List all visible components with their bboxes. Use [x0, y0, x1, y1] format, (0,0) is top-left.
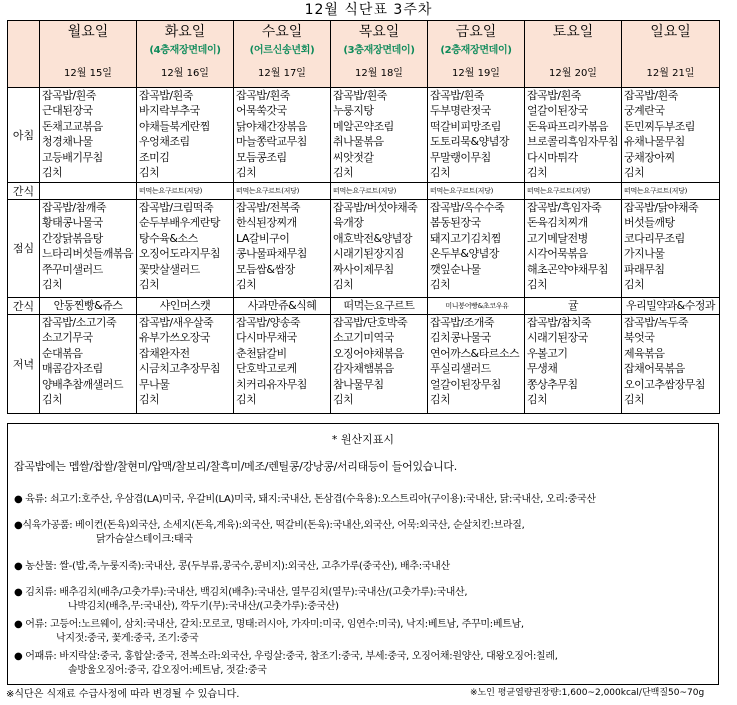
menu-cell-dinner [137, 314, 234, 413]
menu-item: 참나물무침 [333, 377, 384, 391]
row-label-breakfast: 아침 [8, 87, 40, 182]
snack-afternoon: 귤 [525, 297, 622, 314]
menu-item: 김치 [236, 393, 257, 406]
corner-cell [8, 21, 40, 88]
menu-item: 김치 [333, 393, 354, 406]
menu-item: 연어까스&타르소스 [430, 346, 520, 360]
origin-agri: ● 농산물: 쌀-(밥,죽,누룽지죽):국내산, 콩(두부류,콩국수,콩비지):외국산, 고추가루(중국산), 배추:국내산 [14, 561, 450, 572]
origin-kimchi-1: ● 김치류: 배추김치(배추/고춧가루):국내산, 백김치(배추):국내산, 열무김치(열무):국내산/(고춧가루):국내산, [14, 587, 468, 598]
origin-kimchi-2: 나박김치(배추,무:국내산), 깍두기(무):국내산/(고춧가루):중국산) [68, 601, 339, 612]
menu-item: 잡곡밥/단호박죽 [333, 315, 408, 329]
menu-item: 황태콩나물국 [42, 216, 103, 229]
day-date: 12월 17일 [234, 63, 331, 87]
menu-cell-dinner [428, 314, 525, 413]
menu-item: 취나물볶음 [333, 135, 384, 148]
day-name: 수요일 [234, 21, 331, 44]
menu-item: 다시마튀각 [527, 150, 578, 164]
origin-fish-1: ● 어류: 고등어:노르웨이, 삼치:국내산, 갈치:모로코, 명태:러시아, 가자미:미국, 임연수:미국), 낙지:베트남, 주꾸미:베트남, [14, 619, 524, 630]
menu-item: 시금치고추장무침 [139, 362, 221, 375]
menu-item: 잡채어묵볶음 [624, 362, 685, 375]
menu-item: 우엉채조림 [139, 135, 190, 148]
day-name: 월요일 [40, 21, 137, 44]
menu-item: 김치 [624, 393, 645, 406]
day-date: 12월 15일 [40, 63, 137, 87]
menu-item: 유부가쓰오장국 [139, 331, 210, 344]
snack-afternoon: 샤인머스캣 [137, 297, 234, 314]
menu-cell-dinner [331, 314, 428, 413]
origin-processed-1: ●식육가공품: 베이컨(돈육)외국산, 소세지(돈육,계육):외국산, 떡갈비(돈육):국내산,외국산, 어묵:외국산, 순살치킨:브라질, [14, 520, 525, 531]
menu-item: 야채들북게란찜 [139, 119, 210, 133]
menu-item: 김치 [42, 393, 63, 406]
menu-item: 얼갈이된장무침 [430, 377, 501, 391]
menu-cell-breakfast [137, 87, 234, 182]
snack-afternoon: 미니붕어빵&초코우유 [428, 297, 525, 314]
row-label-dinner: 저녁 [8, 314, 40, 413]
origin-grain: 잡곡밥에는 멥쌀/찹쌀/찰현미/압맥/찰보리/찰흑미/메조/렌틸콩/강낭콩/서리태등이 들어있습니다. [14, 460, 457, 473]
menu-item: 김치 [527, 393, 548, 406]
menu-item: 양배추참깨샐러드 [42, 377, 124, 391]
menu-item: 춘천닭갈비 [236, 346, 287, 360]
menu-cell-lunch [428, 199, 525, 297]
menu-item: 김치 [430, 278, 451, 291]
menu-cell-breakfast [428, 87, 525, 182]
menu-cell-lunch [40, 199, 137, 297]
menu-item: 잡곡밥/흰죽 [236, 88, 290, 102]
menu-item: 돈육파프리카볶음 [527, 119, 609, 133]
menu-item: 짜사이제무침 [333, 262, 394, 276]
menu-item: 애호박전&양념장 [333, 231, 412, 245]
origin-seafood-1: ● 어패류: 바지락살:중국, 홍합살:중국, 전복소라:외국산, 우렁살:중국, 참조기:중국, 부세:중국, 오징어채:원양산, 대왕오징어:칠레, [14, 651, 558, 662]
menu-item: 육개장 [333, 216, 364, 229]
menu-item: 돈채고교볶음 [42, 119, 103, 133]
menu-cell-breakfast [40, 87, 137, 182]
menu-item: 얼갈이된장국 [527, 104, 588, 117]
menu-item: 소고기미역국 [333, 331, 394, 344]
menu-item: 콩나물파채무침 [236, 247, 307, 260]
menu-item: 버섯들깨탕 [624, 216, 675, 229]
menu-item: 고등배기무침 [42, 150, 103, 164]
menu-item: 돈육김치찌개 [527, 216, 588, 229]
menu-item: 김치 [42, 278, 63, 291]
menu-cell-dinner [234, 314, 331, 413]
menu-cell-dinner [525, 314, 622, 413]
footer-note: ※식단은 식재료 수급사정에 따라 변경될 수 있습니다. [6, 689, 240, 700]
menu-item: 잡곡밥/크림떡죽 [139, 200, 214, 214]
day-event [622, 43, 720, 63]
menu-item: 잡곡밥/소고기죽 [42, 315, 117, 329]
menu-item: 돈민찌두부조림 [624, 119, 695, 133]
menu-item: 두부명란젓국 [430, 104, 491, 117]
menu-item: 느타리버섯들깨볶음 [42, 247, 134, 260]
menu-item: 잡곡밥/녹두죽 [624, 315, 688, 329]
menu-item: 순두부배우게란탕 [139, 216, 221, 229]
menu-item: 잡곡밥/참깨죽 [42, 200, 106, 214]
menu-item: 메알곤약조림 [333, 119, 394, 133]
footer-nutrition: ※노인 평균열량권장량:1,600~2,000kcal/단백질50~70g [470, 688, 705, 698]
menu-item: 잡곡밥/참치죽 [527, 315, 591, 329]
snack-morning: 떠먹는요구르트(저당) [137, 182, 234, 199]
menu-item: 잡곡밥/전복죽 [236, 200, 300, 214]
menu-item: 순대볶음 [42, 346, 83, 360]
day-event: (2층재장면데이) [428, 43, 525, 63]
page-title: 12월 식단표 3주차 [304, 2, 433, 18]
menu-cell-lunch [331, 199, 428, 297]
origin-title: * 원산지표시 [331, 433, 395, 446]
day-event: (어르신송년회) [234, 43, 331, 63]
menu-item: 잡곡밥/흰죽 [42, 88, 96, 102]
menu-item: 닭야채간장볶음 [236, 119, 307, 133]
snack-morning: 떠먹는요구르트(저당) [525, 182, 622, 199]
menu-cell-breakfast [234, 87, 331, 182]
menu-item: 김치콩나물국 [430, 331, 491, 344]
menu-cell-lunch [622, 199, 720, 297]
menu-item: 가지나물 [624, 247, 665, 260]
day-date: 12월 19일 [428, 63, 525, 87]
snack-morning: 떠먹는요구르트(저당) [428, 182, 525, 199]
menu-cell-breakfast [622, 87, 720, 182]
menu-item: 돼지고기김치찜 [430, 231, 501, 245]
menu-item: 잡곡밥/흰죽 [333, 88, 387, 102]
menu-item: 잡곡밥/새우살죽 [139, 315, 214, 329]
menu-item: 마늘쫑락교무침 [236, 135, 307, 148]
menu-item: 다시마무채국 [236, 331, 297, 344]
snack-morning: 떠먹는요구르트(저당) [234, 182, 331, 199]
menu-item: 감자채햄볶음 [333, 362, 394, 375]
snack-afternoon: 우리밀약과&수정과 [622, 297, 720, 314]
menu-item: 김치 [236, 166, 257, 179]
menu-item: 잡곡밥/흰죽 [139, 88, 193, 102]
menu-item: 김치 [139, 393, 160, 406]
row-label-snack1: 간식 [8, 182, 40, 199]
snack-afternoon: 떠먹는요구르트 [331, 297, 428, 314]
menu-cell-dinner [40, 314, 137, 413]
menu-item: 오징어야채볶음 [333, 346, 404, 360]
day-event: (4층재장면데이) [137, 43, 234, 63]
menu-item: 김치 [236, 278, 257, 291]
menu-item: 김치 [624, 166, 645, 179]
menu-cell-lunch [525, 199, 622, 297]
menu-item: 도토리묵&양념장 [430, 135, 509, 148]
menu-item: 바지락부추국 [139, 104, 200, 117]
menu-item: 유채나물무침 [624, 135, 685, 148]
menu-item: 제육볶음 [624, 346, 665, 360]
menu-item: 잡곡밥/버섯야채죽 [333, 200, 418, 214]
menu-item: 김치 [624, 278, 645, 291]
menu-item: 잡곡밥/닭야채죽 [624, 200, 699, 214]
menu-item: 무나물 [139, 377, 170, 391]
menu-item: 한식된장찌개 [236, 216, 297, 229]
menu-item: 김치 [139, 278, 160, 291]
menu-item: 간장닭볶음탕 [42, 231, 103, 245]
menu-item: 어묵쑥갓국 [236, 104, 287, 117]
snack-afternoon: 안동찐빵&쥬스 [40, 297, 137, 314]
day-date: 12월 20일 [525, 63, 622, 87]
day-name: 화요일 [137, 21, 234, 44]
menu-item: 씨앗젓갈 [333, 150, 374, 164]
day-event [525, 43, 622, 63]
origin-info-box [7, 423, 719, 685]
day-event: (3층재장면데이) [331, 43, 428, 63]
day-name: 일요일 [622, 21, 720, 44]
menu-item: 김치 [42, 166, 63, 179]
menu-item: 시래기된장지짐 [333, 247, 404, 260]
menu-item: 브로콜리흑임자무침 [527, 135, 619, 148]
menu-item: 소고기무국 [42, 331, 93, 344]
menu-item: 청경채나물 [42, 135, 93, 148]
row-label-snack2: 간식 [8, 297, 40, 314]
menu-item: 잡곡밥/흰죽 [624, 88, 678, 102]
menu-item: LA갈비구이 [236, 231, 290, 245]
menu-item: 북엇국 [624, 331, 655, 344]
menu-item: 떡갈비피망조림 [430, 119, 501, 133]
snack-morning [40, 182, 137, 199]
menu-item: 푸실리샐러드 [430, 362, 491, 375]
menu-item: 단호박고로케 [236, 362, 297, 375]
menu-item: 잡곡밥/옥수수죽 [430, 200, 505, 214]
menu-item: 코다리무조림 [624, 231, 685, 245]
snack-morning: 떠먹는요구르트(저당) [622, 182, 720, 199]
menu-item: 봄동된장국 [430, 216, 481, 229]
menu-cell-lunch [234, 199, 331, 297]
menu-item: 김치 [333, 278, 354, 291]
weekly-menu-table [7, 20, 720, 414]
menu-item: 김치 [430, 166, 451, 179]
day-name: 금요일 [428, 21, 525, 44]
menu-item: 파래무침 [624, 262, 665, 276]
menu-cell-breakfast [331, 87, 428, 182]
menu-item: 모듬콩조림 [236, 150, 287, 164]
origin-processed-2: 닭가슴살스테이크:태국 [96, 534, 193, 545]
snack-morning: 떠먹는요구르트(저당) [331, 182, 428, 199]
menu-item: 잡채완자전 [139, 346, 190, 360]
day-date: 12월 18일 [331, 63, 428, 87]
menu-item: 시각어묵볶음 [527, 247, 588, 260]
day-name: 목요일 [331, 21, 428, 44]
menu-item: 궁채장아찌 [624, 150, 675, 164]
menu-item: 무말랭이무침 [430, 150, 491, 164]
menu-cell-dinner [622, 314, 720, 413]
menu-item: 김치 [527, 166, 548, 179]
menu-item: 김치 [430, 393, 451, 406]
menu-item: 근대된장국 [42, 104, 93, 117]
menu-item: 고기메달전병 [527, 231, 588, 245]
origin-meat: ● 육류: 쇠고기:호주산, 우삼겹(LA)미국, 우갈비(LA)미국, 돼지:국내산, 돈삼겹(수육용):오스트리아(구이용):국내산, 닭:국내산, 오리:중국산 [14, 494, 596, 505]
day-event [40, 43, 137, 63]
menu-item: 모듬쌈&쌈장 [236, 262, 295, 276]
menu-item: 김치 [527, 278, 548, 291]
menu-item: 김치 [333, 166, 354, 179]
menu-item: 궁계란국 [624, 104, 665, 117]
row-label-lunch: 점심 [8, 199, 40, 297]
menu-item: 우볼고기 [527, 346, 568, 360]
day-name: 토요일 [525, 21, 622, 44]
menu-item: 잡곡밥/흰죽 [430, 88, 484, 102]
day-date: 12월 16일 [137, 63, 234, 87]
menu-item: 잡곡밥/흑임자죽 [527, 200, 602, 214]
menu-item: 오징어도라지무침 [139, 247, 221, 260]
day-date: 12월 21일 [622, 63, 720, 87]
menu-item: 조미김 [139, 150, 170, 164]
menu-item: 잡곡밥/양송죽 [236, 315, 300, 329]
menu-item: 김치 [139, 166, 160, 179]
origin-seafood-2: 솔방울오징어:중국, 갑오징어:베트남, 젓갈:중국 [68, 665, 267, 676]
menu-cell-lunch [137, 199, 234, 297]
menu-item: 잡곡밥/흰죽 [527, 88, 581, 102]
menu-item: 온두부&양념장 [430, 247, 499, 260]
menu-item: 잡곡밥/조개죽 [430, 315, 494, 329]
menu-item: 시래기된장국 [527, 331, 588, 344]
menu-item: 치커리유자무침 [236, 377, 307, 391]
menu-item: 탕수육&소스 [139, 231, 198, 245]
menu-item: 깻잎순나물 [430, 262, 481, 276]
menu-item: 쫑상추무침 [527, 377, 578, 391]
menu-item: 매콤감자조림 [42, 362, 103, 375]
menu-item: 해초곤약야채무침 [527, 262, 609, 276]
menu-item: 쭈꾸미샐러드 [42, 262, 103, 276]
menu-item: 꽃맛살샐러드 [139, 262, 200, 276]
menu-item: 무생채 [527, 362, 558, 375]
menu-item: 오이고추쌈장무침 [624, 377, 706, 391]
menu-cell-breakfast [525, 87, 622, 182]
origin-fish-2: 낙지젓:중국, 꽃게:중국, 조기:중국 [56, 633, 199, 644]
snack-afternoon: 사과만쥬&식혜 [234, 297, 331, 314]
menu-item: 누룽지탕 [333, 104, 374, 117]
